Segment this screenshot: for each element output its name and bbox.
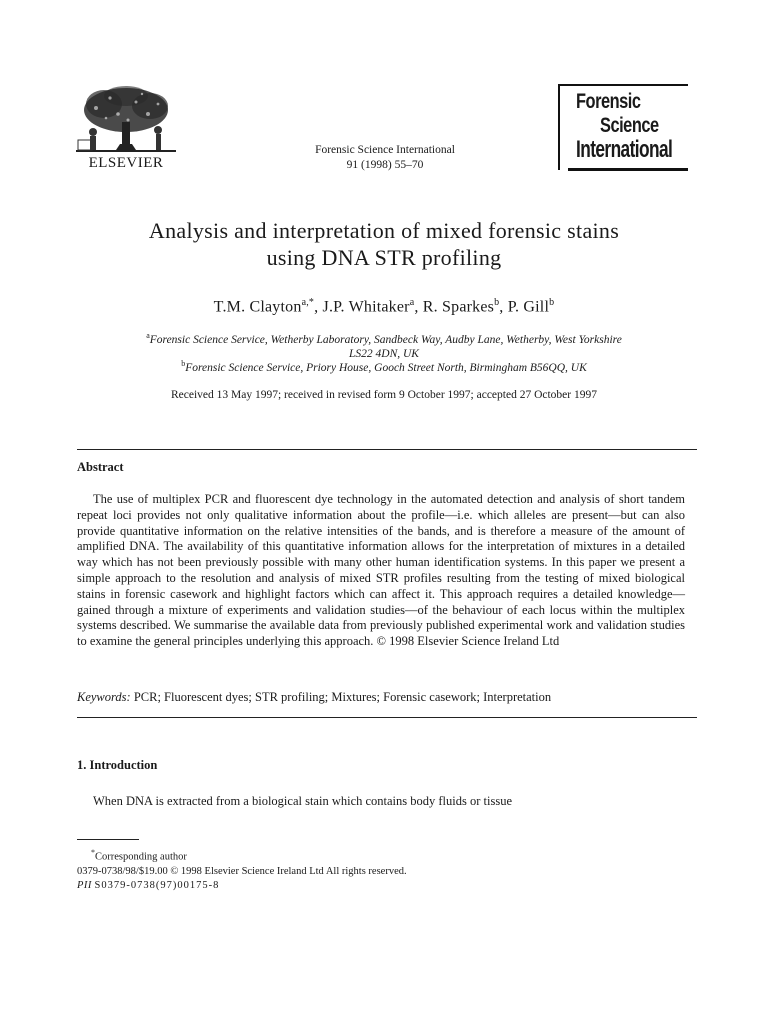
tree-icon [66, 84, 186, 156]
volume-info: 91 (1998) 55–70 [346, 159, 424, 171]
author-affiliation-mark: b [494, 297, 500, 308]
journal-logo [558, 84, 688, 172]
pii-value: S0379-0738(97)00175-8 [94, 879, 220, 891]
abstract-text [77, 492, 685, 650]
received-dates: Received 13 May 1997; received in revised form 9 October 1997; accepted 27 October 1997 [171, 389, 597, 401]
author-name: T.M. Clayton [213, 298, 302, 316]
introduction-heading: 1. Introduction [77, 758, 158, 772]
publisher-name: ELSEVIER [88, 155, 164, 171]
logo-bottom-rule [568, 168, 688, 171]
footnote-mark: * [91, 848, 95, 857]
copyright-line: 0379-0738/98/$19.00 © 1998 Elsevier Science Ireland Ltd All rights reserved. [77, 865, 407, 877]
affiliation-mark: a [146, 331, 150, 340]
author-affiliation-mark: a [409, 297, 415, 308]
affiliation-text-cont: LS22 4DN, UK [349, 347, 419, 360]
author-affiliation-mark: a,* [301, 297, 315, 308]
logo-top-rule [558, 84, 688, 86]
keywords-list: PCR; Fluorescent dyes; STR profiling; Mixtures; Forensic casework; Interpretation [133, 690, 552, 704]
author-affiliation-mark: b [549, 297, 555, 308]
pii-label: PII [77, 879, 92, 891]
journal-citation [270, 143, 500, 173]
keywords [77, 690, 697, 705]
footnote [77, 846, 407, 893]
author-name: J.P. Whitaker [322, 298, 410, 316]
abstract-paragraph: The use of multiplex PCR and fluorescent dye technology in the automated detection and analysis of short tandem repeat loci provides not only qualitative information about the profile—i.e. which alleles are present—but can also provide quantitative information on the relative intensities of the bands, and is therefore a measure of the amount of amplified DNA. The availability of this quantitative information allows for the interpretation of mixtures in a detailed way which has not been previously possible with many other human identification systems. In this paper we present a simple approach to the resolution and analysis of mixed STR profiles resulting from the testing of mixed biological stains in forensic casework and highlight factors which can affect it. This approach requires a detailed knowledge—gained through a mixture of experiments and validation studies—of the behaviour of each locus within the multiplex systems described. We summarise the available data from previously published experimental work and validation studies to examine the general principles underlying this approach. © 1998 Elsevier Science Ireland Ltd [77, 492, 685, 649]
affiliation-mark: b [181, 359, 186, 368]
logo-word-science: Science [600, 114, 659, 137]
author-name: P. Gill [507, 298, 550, 316]
affiliation-text: Forensic Science Service, Priory House, Gooch Street North, Birmingham B56QQ, UK [185, 361, 587, 374]
author-name: R. Sparkes [422, 298, 495, 316]
title-line-1: Analysis and interpretation of mixed forensic stains [148, 218, 620, 243]
bottom-divider [77, 717, 697, 718]
footnote-rule [77, 839, 139, 840]
logo-left-rule [558, 84, 560, 170]
article-title [60, 217, 708, 271]
logo-word-international: International [576, 136, 673, 163]
top-divider [77, 449, 697, 450]
affiliation-b [60, 357, 708, 375]
abstract-heading: Abstract [77, 460, 124, 474]
introduction-text: When DNA is extracted from a biological stain which contains body fluids or tissue [93, 794, 513, 808]
logo-word-forensic: Forensic [576, 90, 641, 113]
author-list: T.M. Clayton$^{a,*}$, J.P. Whitaker$^a$, R. Sparkes$^b$, P. Gill$^b$ [213, 297, 555, 316]
keywords-label: Keywords: [77, 690, 131, 704]
title-line-2: using DNA STR profiling [266, 245, 502, 270]
affiliation-text: Forensic Science Service, Wetherby Laboratory, Sandbeck Way, Audby Lane, Wetherby, West Yorkshire [149, 333, 622, 346]
corresponding-author-note: Corresponding author [95, 851, 187, 863]
journal-name: Forensic Science International [315, 144, 455, 156]
